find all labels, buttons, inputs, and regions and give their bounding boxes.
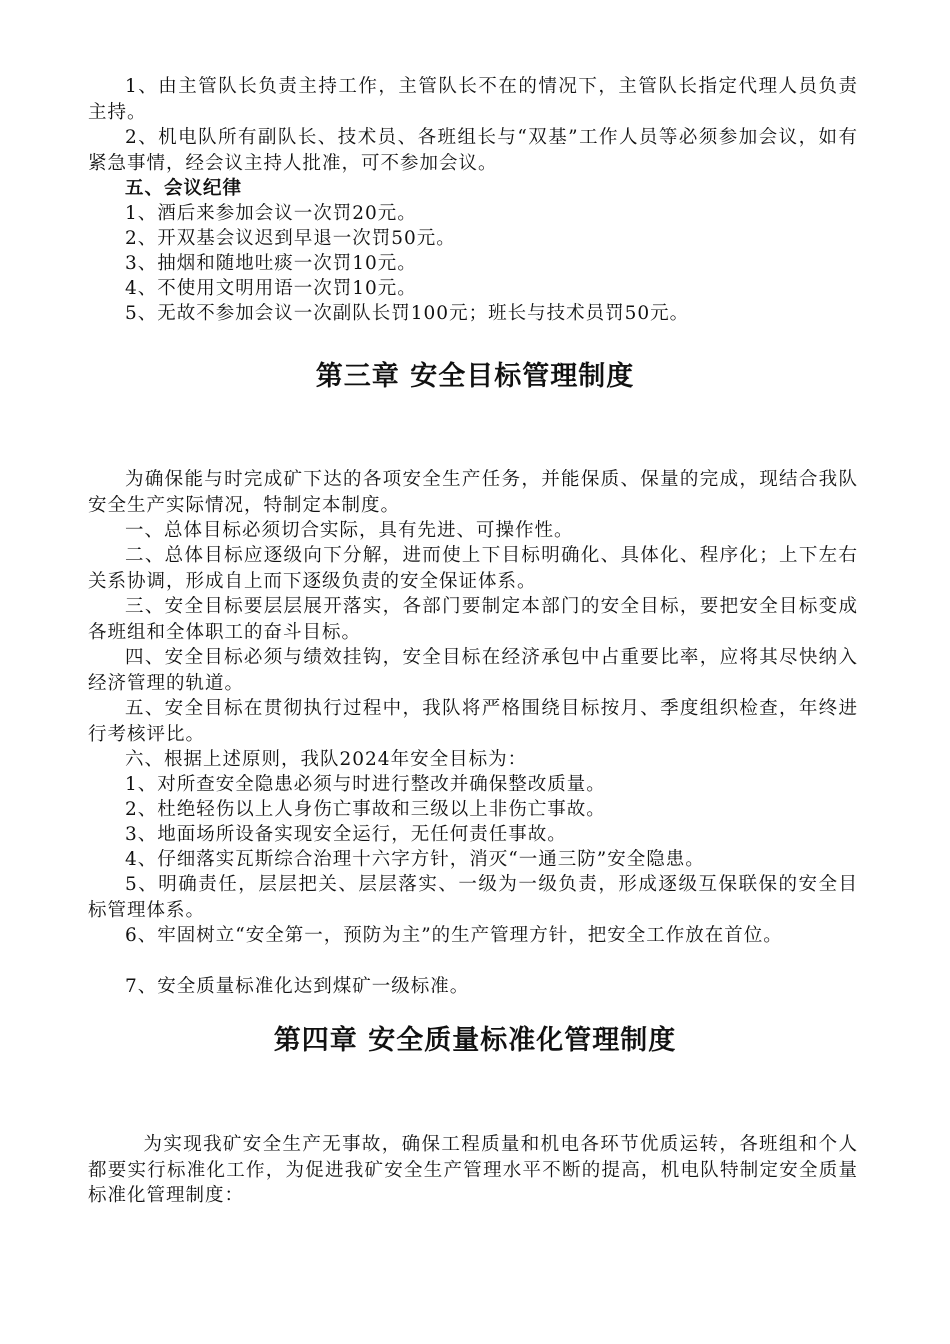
meeting-rule-2: 2、机电队所有副队长、技术员、各班组长与“双基”工作人员等必须参加会议，如有紧急事情，经会议主持人批准，可不参加会议。 (88, 127, 858, 174)
chapter3-principle-2: 二、总体目标应逐级向下分解，进而使上下目标明确化、具体化、程序化；上下左右关系协调，形成自上而下逐级负责的安全保证体系。 (88, 545, 858, 592)
chapter4-intro: 为实现我矿安全生产无事故，确保工程质量和机电各环节优质运转，各班组和个人都要实行标准化工作，为促进我矿安全生产管理水平不断的提高，机电队特制定安全质量标准化管理制度： (88, 1134, 858, 1206)
chapter3-goal-2: 2、杜绝轻伤以上人身伤亡事故和三级以上非伤亡事故。 (125, 799, 606, 820)
chapter3-goal-3: 3、地面场所设备实现安全运行，无任何责任事故。 (125, 824, 567, 845)
discipline-item-2: 2、开双基会议迟到早退一次罚50元。 (125, 228, 456, 249)
chapter3-goal-7: 7、安全质量标准化达到煤矿一级标准。 (125, 976, 470, 997)
chapter3-principle-6: 六、根据上述原则，我队2024年安全目标为： (125, 749, 528, 770)
chapter3-principle-4: 四、安全目标必须与绩效挂钩，安全目标在经济承包中占重要比率，应将其尽快纳入经济管理的轨道。 (88, 647, 858, 694)
chapter3-principle-1: 一、总体目标必须切合实际，具有先进、可操作性。 (125, 520, 574, 541)
discipline-heading: 五、会议纪律 (125, 178, 243, 199)
discipline-item-3: 3、抽烟和随地吐痰一次罚10元。 (125, 253, 417, 274)
chapter3-intro: 为确保能与时完成矿下达的各项安全生产任务，并能保质、保量的完成，现结合我队安全生产实际情况，特制定本制度。 (88, 469, 858, 516)
discipline-item-4: 4、不使用文明用语一次罚10元。 (125, 278, 417, 299)
meeting-rule-1: 1、由主管队长负责主持工作，主管队长不在的情况下，主管队长指定代理人员负责主持。 (88, 76, 858, 123)
chapter3-title: 第三章 安全目标管理制度 (315, 361, 635, 392)
chapter3-principle-5: 五、安全目标在贯彻执行过程中，我队将严格围绕目标按月、季度组织检查，年终进行考核评比。 (88, 698, 858, 745)
chapter4-title: 第四章 安全质量标准化管理制度 (273, 1025, 677, 1056)
discipline-item-5: 5、无故不参加会议一次副队长罚100元；班长与技术员罚50元。 (125, 303, 690, 324)
chapter3-goal-4: 4、仔细落实瓦斯综合治理十六字方针，消灭“一通三防”安全隐患。 (125, 849, 705, 870)
discipline-item-1: 1、酒后来参加会议一次罚20元。 (125, 203, 417, 224)
chapter3-goal-1: 1、对所查安全隐患必须与时进行整改并确保整改质量。 (125, 774, 606, 795)
chapter3-goal-5: 5、明确责任，层层把关、层层落实、一级为一级负责，形成逐级互保联保的安全目标管理体系。 (88, 874, 858, 921)
chapter3-principle-3: 三、安全目标要层层展开落实，各部门要制定本部门的安全目标，要把安全目标变成各班组和全体职工的奋斗目标。 (88, 596, 858, 643)
chapter3-goal-6: 6、牢固树立“安全第一，预防为主”的生产管理方针，把安全工作放在首位。 (125, 925, 783, 946)
